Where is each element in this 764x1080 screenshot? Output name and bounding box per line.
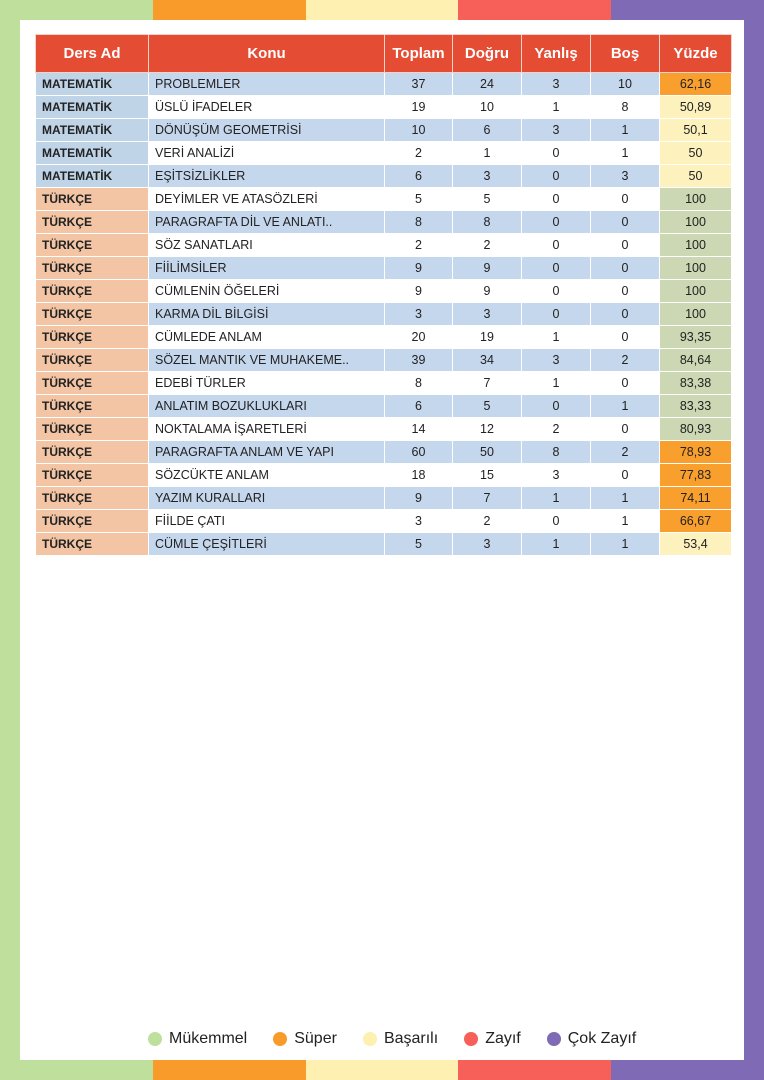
legend-label: Zayıf (485, 1030, 521, 1047)
cell-ders: TÜRKÇE (36, 510, 149, 533)
cell-yanlis: 0 (522, 234, 591, 257)
table-header-row (36, 35, 732, 73)
cell-dogru: 34 (453, 349, 522, 372)
cell-konu: PARAGRAFTA DİL VE ANLATI.. (149, 211, 385, 234)
cell-ders: TÜRKÇE (36, 211, 149, 234)
cell-dogru: 24 (453, 73, 522, 96)
cell-yuzde: 100 (660, 211, 732, 234)
cell-toplam: 5 (385, 188, 453, 211)
frame-top-segment (611, 0, 764, 20)
legend-dot-icon (464, 1032, 478, 1046)
cell-dogru: 7 (453, 372, 522, 395)
cell-yanlis: 0 (522, 142, 591, 165)
cell-dogru: 2 (453, 510, 522, 533)
table-row (36, 349, 732, 372)
cell-yuzde: 83,33 (660, 395, 732, 418)
cell-toplam: 2 (385, 142, 453, 165)
cell-yanlis: 1 (522, 533, 591, 556)
cell-yuzde: 83,38 (660, 372, 732, 395)
table-row (36, 395, 732, 418)
frame-bottom-segment (0, 1060, 153, 1080)
cell-yuzde: 50,1 (660, 119, 732, 142)
cell-yanlis: 1 (522, 96, 591, 119)
cell-yanlis: 2 (522, 418, 591, 441)
cell-ders: TÜRKÇE (36, 464, 149, 487)
legend-label: Mükemmel (169, 1030, 248, 1047)
cell-yanlis: 0 (522, 510, 591, 533)
cell-konu: NOKTALAMA İŞARETLERİ (149, 418, 385, 441)
cell-bos: 0 (591, 211, 660, 234)
cell-yanlis: 0 (522, 188, 591, 211)
cell-bos: 0 (591, 464, 660, 487)
table-row (36, 464, 732, 487)
cell-dogru: 5 (453, 395, 522, 418)
cell-dogru: 12 (453, 418, 522, 441)
cell-konu: ÜSLÜ İFADELER (149, 96, 385, 119)
table-row (36, 510, 732, 533)
cell-ders: TÜRKÇE (36, 487, 149, 510)
cell-konu: CÜMLENİN ÖĞELERİ (149, 280, 385, 303)
cell-ders: TÜRKÇE (36, 395, 149, 418)
cell-toplam: 8 (385, 211, 453, 234)
cell-konu: ANLATIM BOZUKLUKLARI (149, 395, 385, 418)
cell-konu: FİİLDE ÇATI (149, 510, 385, 533)
cell-ders: TÜRKÇE (36, 326, 149, 349)
performance-legend (148, 1030, 636, 1048)
cell-toplam: 37 (385, 73, 453, 96)
cell-yanlis: 1 (522, 487, 591, 510)
frame-bottom-segment (611, 1060, 764, 1080)
cell-toplam: 3 (385, 510, 453, 533)
legend-dot-icon (273, 1032, 287, 1046)
cell-dogru: 9 (453, 280, 522, 303)
cell-ders: TÜRKÇE (36, 234, 149, 257)
table-row (36, 96, 732, 119)
cell-bos: 8 (591, 96, 660, 119)
cell-bos: 10 (591, 73, 660, 96)
cell-yuzde: 84,64 (660, 349, 732, 372)
table-row (36, 211, 732, 234)
cell-dogru: 9 (453, 257, 522, 280)
cell-bos: 0 (591, 257, 660, 280)
cell-konu: SÖZEL MANTIK VE MUHAKEME.. (149, 349, 385, 372)
cell-konu: EDEBİ TÜRLER (149, 372, 385, 395)
frame-bottom-stripe (0, 1060, 764, 1080)
table-row (36, 257, 732, 280)
cell-dogru: 2 (453, 234, 522, 257)
cell-ders: TÜRKÇE (36, 188, 149, 211)
cell-bos: 2 (591, 441, 660, 464)
cell-yanlis: 1 (522, 372, 591, 395)
table-row (36, 303, 732, 326)
cell-bos: 3 (591, 165, 660, 188)
frame-top-stripe (0, 0, 764, 20)
cell-yuzde: 100 (660, 188, 732, 211)
table-row (36, 372, 732, 395)
cell-toplam: 20 (385, 326, 453, 349)
header-yanlis: Yanlış (522, 35, 591, 73)
cell-ders: MATEMATİK (36, 165, 149, 188)
cell-toplam: 3 (385, 303, 453, 326)
cell-yuzde: 77,83 (660, 464, 732, 487)
cell-konu: EŞİTSİZLİKLER (149, 165, 385, 188)
legend-item (148, 1030, 247, 1048)
cell-toplam: 60 (385, 441, 453, 464)
cell-dogru: 3 (453, 533, 522, 556)
legend-label: Çok Zayıf (567, 1030, 637, 1047)
cell-bos: 0 (591, 418, 660, 441)
cell-bos: 1 (591, 533, 660, 556)
cell-bos: 0 (591, 372, 660, 395)
legend-item (363, 1030, 438, 1048)
cell-yuzde: 100 (660, 234, 732, 257)
cell-dogru: 50 (453, 441, 522, 464)
cell-yuzde: 74,11 (660, 487, 732, 510)
cell-bos: 0 (591, 188, 660, 211)
cell-ders: TÜRKÇE (36, 372, 149, 395)
cell-yanlis: 0 (522, 395, 591, 418)
cell-yuzde: 78,93 (660, 441, 732, 464)
cell-ders: MATEMATİK (36, 96, 149, 119)
cell-toplam: 18 (385, 464, 453, 487)
cell-konu: DEYİMLER VE ATASÖZLERİ (149, 188, 385, 211)
legend-dot-icon (148, 1032, 162, 1046)
cell-toplam: 5 (385, 533, 453, 556)
header-toplam: Toplam (385, 35, 453, 73)
cell-bos: 1 (591, 395, 660, 418)
cell-toplam: 6 (385, 165, 453, 188)
cell-konu: FİİLİMSİLER (149, 257, 385, 280)
cell-konu: YAZIM KURALLARI (149, 487, 385, 510)
cell-toplam: 6 (385, 395, 453, 418)
legend-label: Süper (294, 1030, 337, 1047)
cell-konu: PROBLEMLER (149, 73, 385, 96)
cell-dogru: 3 (453, 303, 522, 326)
cell-ders: MATEMATİK (36, 142, 149, 165)
cell-toplam: 9 (385, 487, 453, 510)
cell-toplam: 9 (385, 280, 453, 303)
header-ders-ad: Ders Ad (36, 35, 149, 73)
cell-toplam: 2 (385, 234, 453, 257)
table-row (36, 441, 732, 464)
cell-toplam: 9 (385, 257, 453, 280)
table-row (36, 188, 732, 211)
cell-toplam: 8 (385, 372, 453, 395)
header-konu: Konu (149, 35, 385, 73)
cell-ders: TÜRKÇE (36, 280, 149, 303)
legend-item (273, 1030, 337, 1048)
cell-toplam: 14 (385, 418, 453, 441)
cell-yanlis: 0 (522, 257, 591, 280)
cell-bos: 0 (591, 303, 660, 326)
cell-ders: MATEMATİK (36, 119, 149, 142)
cell-yanlis: 3 (522, 349, 591, 372)
cell-yuzde: 50 (660, 142, 732, 165)
cell-dogru: 19 (453, 326, 522, 349)
table-row (36, 418, 732, 441)
cell-bos: 1 (591, 119, 660, 142)
cell-ders: TÜRKÇE (36, 418, 149, 441)
cell-konu: PARAGRAFTA ANLAM VE YAPI (149, 441, 385, 464)
cell-konu: SÖZCÜKTE ANLAM (149, 464, 385, 487)
frame-top-segment (458, 0, 611, 20)
cell-dogru: 6 (453, 119, 522, 142)
cell-toplam: 39 (385, 349, 453, 372)
table-body (36, 73, 732, 556)
legend-item (464, 1030, 521, 1048)
frame-bottom-segment (458, 1060, 611, 1080)
cell-ders: MATEMATİK (36, 73, 149, 96)
cell-yuzde: 100 (660, 303, 732, 326)
cell-yanlis: 3 (522, 119, 591, 142)
cell-yanlis: 3 (522, 73, 591, 96)
cell-bos: 1 (591, 142, 660, 165)
cell-dogru: 10 (453, 96, 522, 119)
frame-bottom-segment (153, 1060, 306, 1080)
table-row (36, 142, 732, 165)
table-row (36, 280, 732, 303)
legend-dot-icon (547, 1032, 561, 1046)
cell-bos: 1 (591, 487, 660, 510)
cell-toplam: 10 (385, 119, 453, 142)
cell-bos: 1 (591, 510, 660, 533)
cell-dogru: 7 (453, 487, 522, 510)
legend-label: Başarılı (383, 1030, 439, 1047)
frame-top-segment (0, 0, 153, 20)
cell-konu: DÖNÜŞÜM GEOMETRİSİ (149, 119, 385, 142)
cell-yanlis: 0 (522, 280, 591, 303)
cell-konu: VERİ ANALİZİ (149, 142, 385, 165)
cell-ders: TÜRKÇE (36, 349, 149, 372)
cell-yanlis: 3 (522, 464, 591, 487)
legend-dot-icon (363, 1032, 377, 1046)
frame-right-stripe (744, 0, 764, 1080)
cell-ders: TÜRKÇE (36, 257, 149, 280)
table-row (36, 234, 732, 257)
table-row (36, 533, 732, 556)
cell-yuzde: 80,93 (660, 418, 732, 441)
cell-ders: TÜRKÇE (36, 441, 149, 464)
cell-yuzde: 100 (660, 280, 732, 303)
cell-yuzde: 53,4 (660, 533, 732, 556)
cell-dogru: 3 (453, 165, 522, 188)
cell-dogru: 5 (453, 188, 522, 211)
cell-ders: TÜRKÇE (36, 303, 149, 326)
cell-yanlis: 0 (522, 211, 591, 234)
cell-konu: CÜMLEDE ANLAM (149, 326, 385, 349)
table-row (36, 119, 732, 142)
cell-konu: SÖZ SANATLARI (149, 234, 385, 257)
table-row (36, 165, 732, 188)
results-table (35, 34, 732, 556)
cell-yanlis: 8 (522, 441, 591, 464)
cell-dogru: 8 (453, 211, 522, 234)
cell-bos: 0 (591, 234, 660, 257)
table-row (36, 326, 732, 349)
table-row (36, 73, 732, 96)
frame-top-segment (306, 0, 459, 20)
table-row (36, 487, 732, 510)
cell-yuzde: 62,16 (660, 73, 732, 96)
results-table-container (35, 34, 731, 556)
cell-yuzde: 66,67 (660, 510, 732, 533)
cell-konu: KARMA DİL BİLGİSİ (149, 303, 385, 326)
cell-ders: TÜRKÇE (36, 533, 149, 556)
cell-dogru: 15 (453, 464, 522, 487)
cell-yanlis: 1 (522, 326, 591, 349)
cell-yuzde: 93,35 (660, 326, 732, 349)
cell-bos: 0 (591, 326, 660, 349)
frame-top-segment (153, 0, 306, 20)
cell-dogru: 1 (453, 142, 522, 165)
cell-toplam: 19 (385, 96, 453, 119)
legend-item (547, 1030, 636, 1048)
header-yuzde: Yüzde (660, 35, 732, 73)
cell-yuzde: 50,89 (660, 96, 732, 119)
cell-yanlis: 0 (522, 303, 591, 326)
header-bos: Boş (591, 35, 660, 73)
cell-bos: 0 (591, 280, 660, 303)
cell-yanlis: 0 (522, 165, 591, 188)
cell-yuzde: 100 (660, 257, 732, 280)
cell-yuzde: 50 (660, 165, 732, 188)
frame-left-stripe (0, 0, 20, 1080)
cell-konu: CÜMLE ÇEŞİTLERİ (149, 533, 385, 556)
cell-bos: 2 (591, 349, 660, 372)
frame-bottom-segment (306, 1060, 459, 1080)
header-dogru: Doğru (453, 35, 522, 73)
